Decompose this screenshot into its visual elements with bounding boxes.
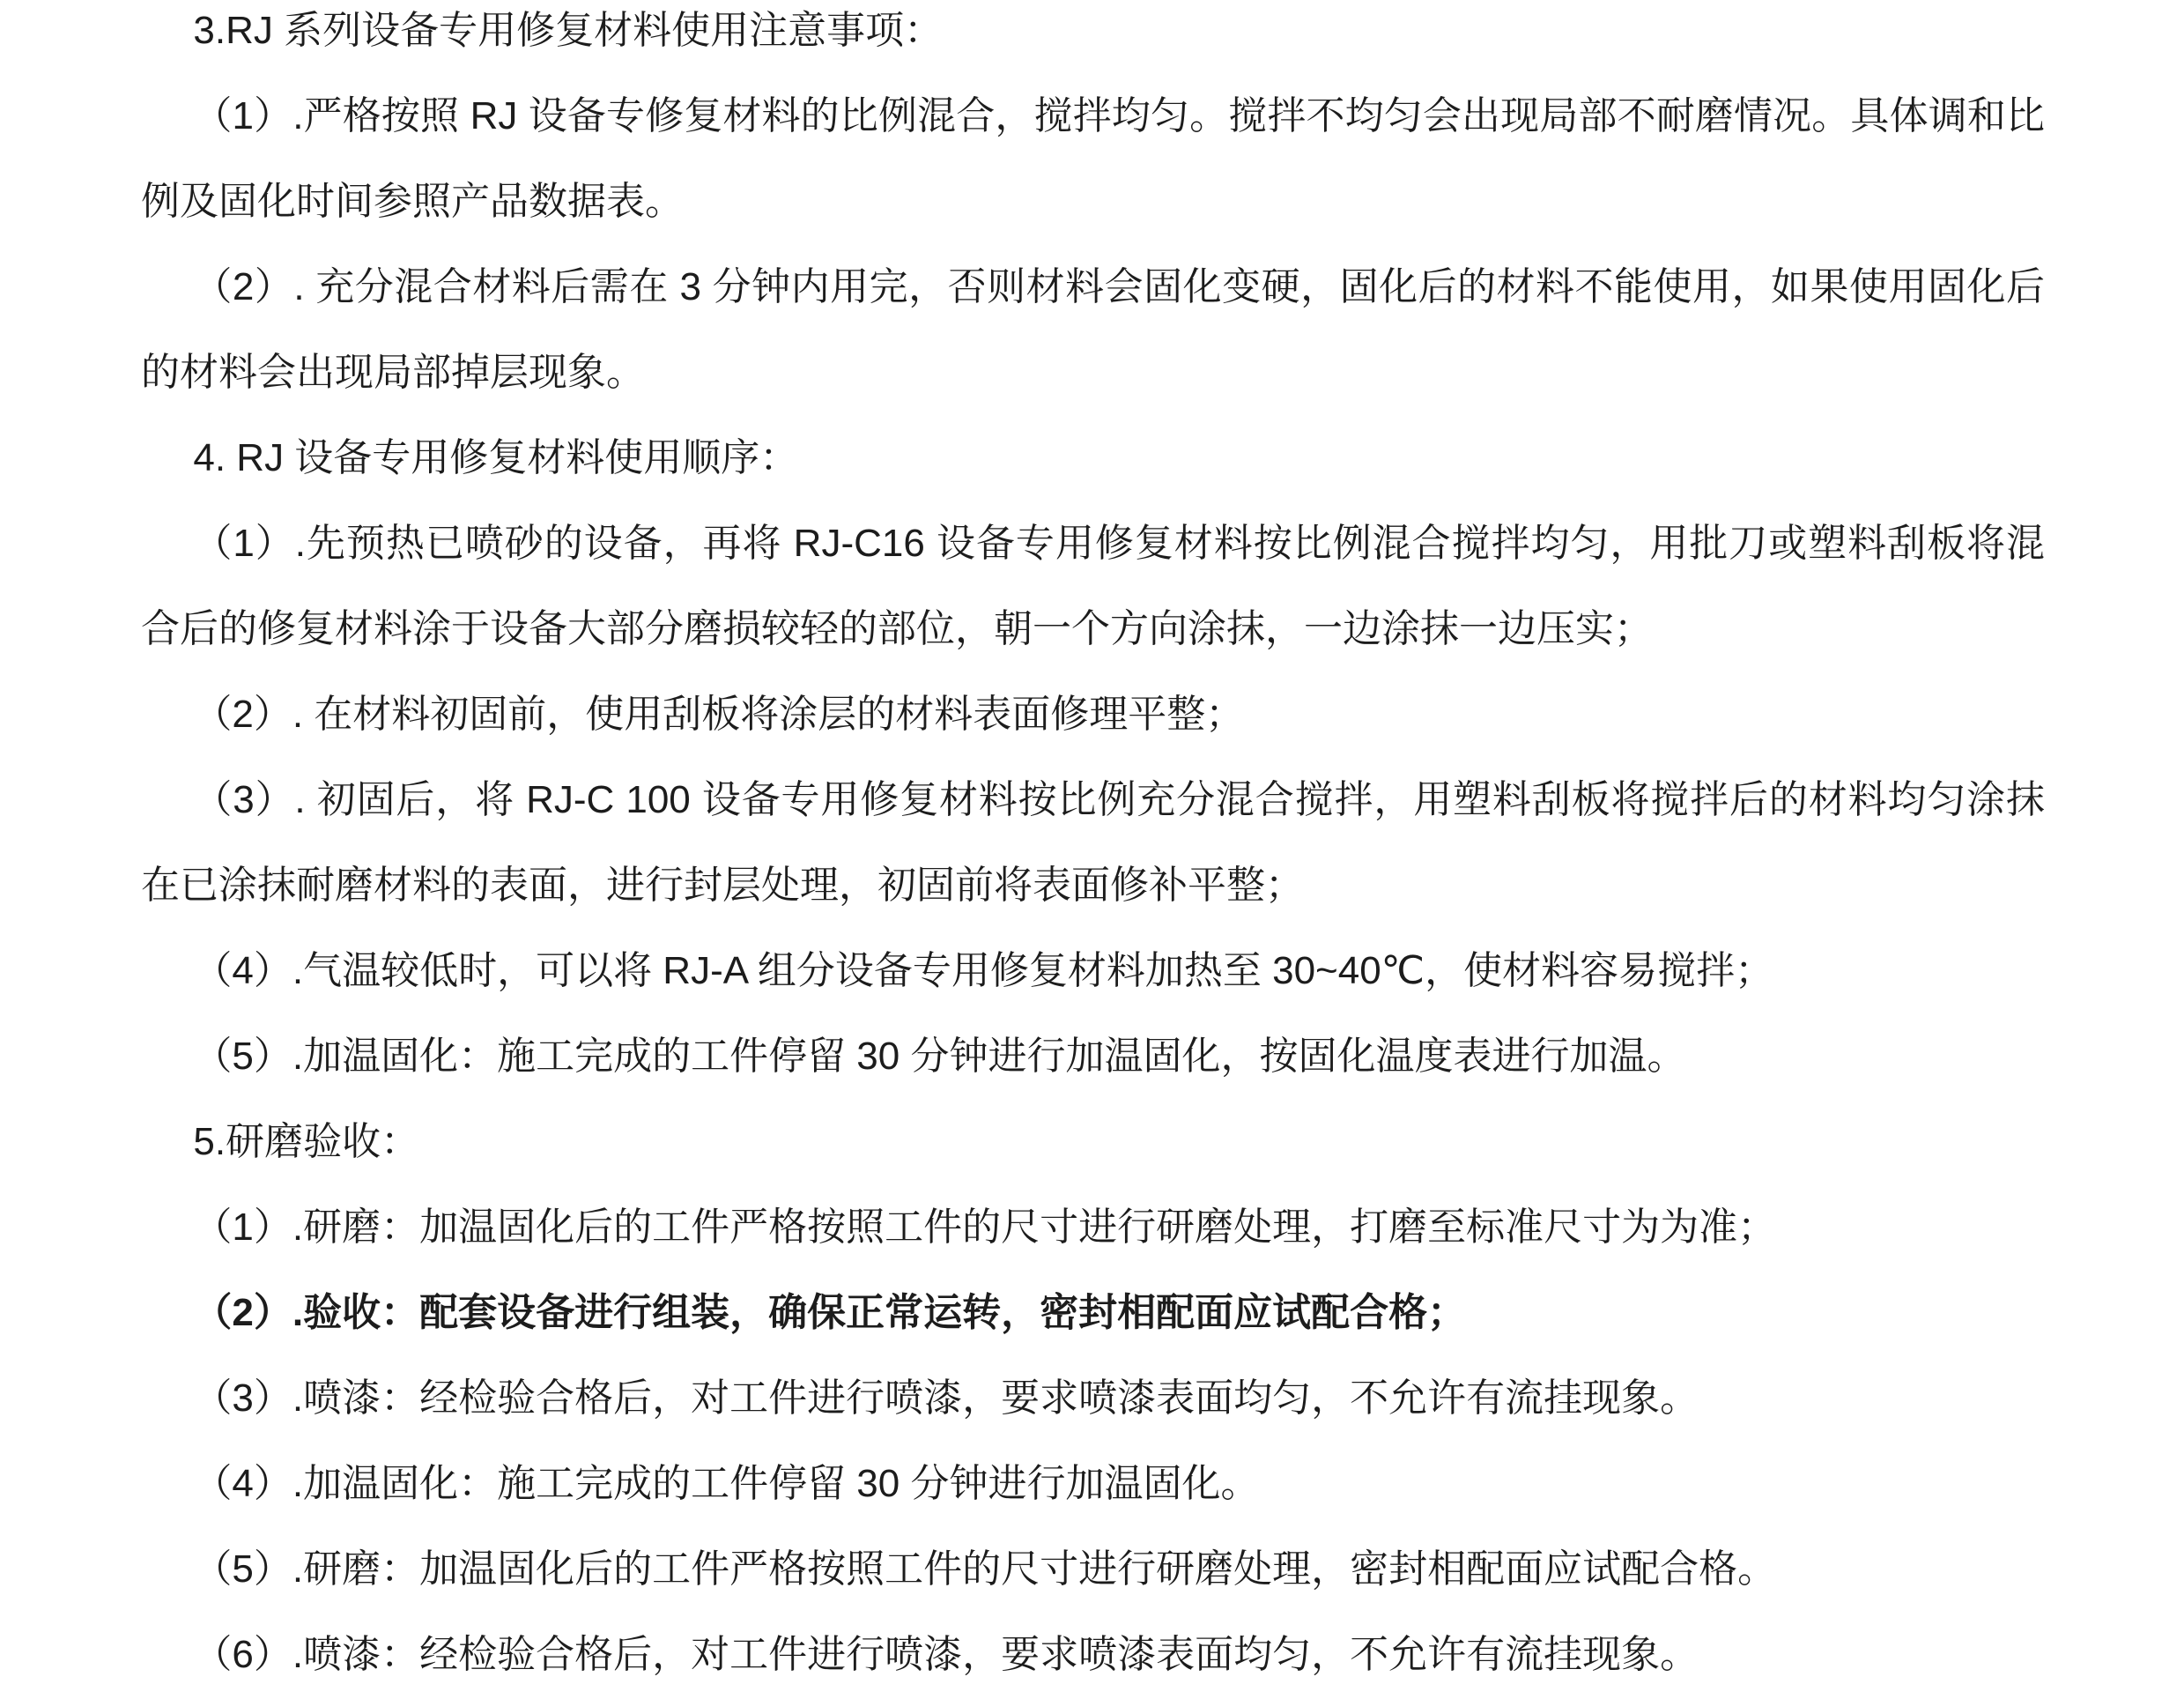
- paragraph-13: （3）.喷漆：经检验合格后，对工件进行喷漆，要求喷漆表面均匀，不允许有流挂现象。: [193, 1376, 1699, 1420]
- paragraph-6: （2）. 在材料初固前，使用刮板将涂层的材料表面修理平整；: [193, 693, 1245, 736]
- paragraph-7: （3）. 初固后，将 RJ-C 100 设备专用修复材料按比例充分混合搅拌，用塑料刮板将搅拌后的材料均匀涂抹在已涂抹耐磨材料的表面，进行封层处理，初固前将表面修补平整；: [141, 778, 2045, 907]
- paragraph-15: （5）.研磨：加温固化后的工件严格按照工件的尺寸进行研磨处理，密封相配面应试配合格。: [193, 1547, 1777, 1591]
- paragraph-16: （6）.喷漆：经检验合格后，对工件进行喷漆，要求喷漆表面均匀，不允许有流挂现象。: [193, 1633, 1699, 1676]
- paragraph-5: （1）.先预热已喷砂的设备，再将 RJ-C16 设备专用修复材料按比例混合搅拌均匀，用批刀或塑料刮板将混合后的修复材料涂于设备大部分磨损较轻的部位，朝一个方向涂抹，一边涂抹一边压实；: [141, 522, 2045, 650]
- document-body: [141, 0, 2045, 1697]
- paragraph-3: （2）. 充分混合材料后需在 3 分钟内用完，否则材料会固化变硬，固化后的材料不能使用，如果使用固化后的材料会出现局部掉层现象。: [141, 265, 2045, 394]
- paragraph-8: （4）.气温较低时，可以将 RJ-A 组分设备专用修复材料加热至 30~40℃，使材料容易搅拌；: [193, 949, 1774, 992]
- paragraph-9: （5）.加温固化：施工完成的工件停留 30 分钟进行加温固化，按固化温度表进行加温。: [193, 1035, 1686, 1078]
- paragraph-2: （1）.严格按照 RJ 设备专修复材料的比例混合，搅拌均匀。搅拌不均匀会出现局部不耐磨情况。具体调和比例及固化时间参照产品数据表。: [141, 94, 2045, 223]
- paragraph-14: （4）.加温固化：施工完成的工件停留 30 分钟进行加温固化。: [193, 1462, 1260, 1505]
- paragraph-10: 5.研磨验收：: [193, 1120, 420, 1163]
- paragraph-1: 3.RJ 系列设备专用修复材料使用注意事项：: [193, 9, 944, 52]
- paragraph-12: （2）.验收：配套设备进行组装，确保正常运转，密封相配面应试配合格；: [193, 1291, 1467, 1334]
- paragraph-11: （1）.研磨：加温固化后的工件严格按照工件的尺寸进行研磨处理，打磨至标准尺寸为为准；: [193, 1206, 1777, 1249]
- paragraph-4: 4. RJ 设备专用修复材料使用顺序：: [193, 436, 799, 479]
